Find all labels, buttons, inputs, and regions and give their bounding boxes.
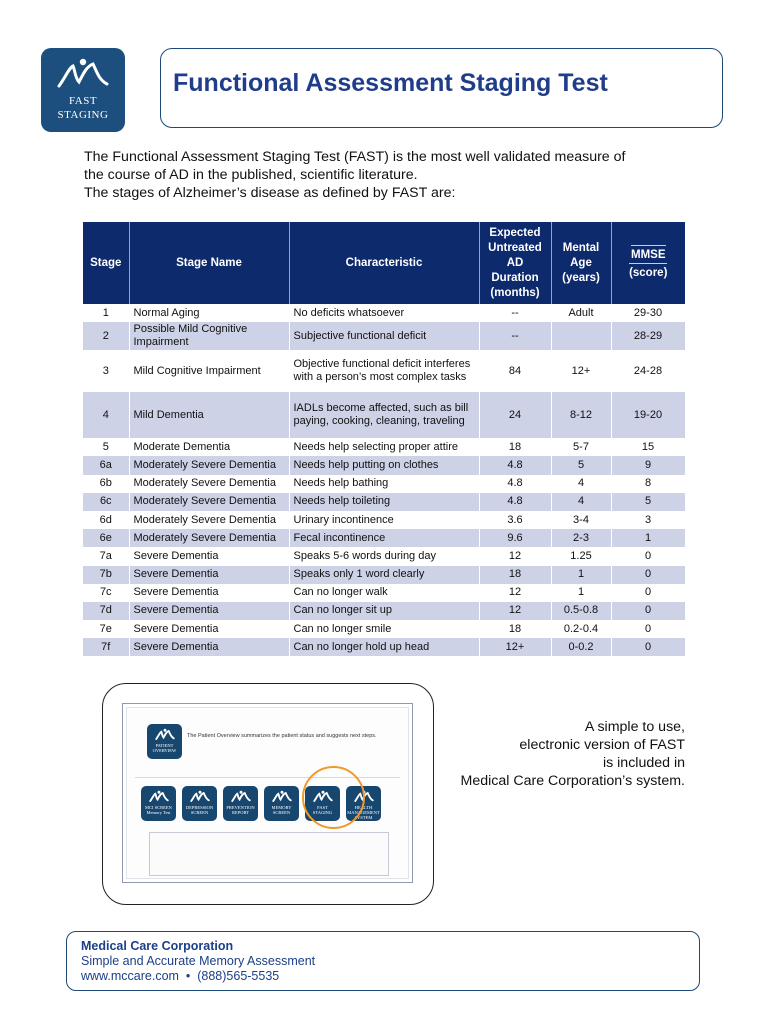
cell-duration: 9.6 [479, 529, 551, 547]
table-row [83, 620, 685, 638]
cell-mmse: 29-30 [611, 304, 685, 322]
side-caption-line-4: Medical Care Corporation’s system. [460, 773, 685, 789]
table-row [83, 304, 685, 322]
side-caption [440, 718, 685, 790]
footer-separator: • [185, 969, 191, 983]
header-mental-age: Mental Age (years) [551, 222, 611, 304]
cell-stage: 6a [83, 456, 129, 474]
cell-stage-name: Moderately Severe Dementia [129, 511, 289, 529]
cell-stage-name: Moderate Dementia [129, 438, 289, 456]
cell-characteristic: Can no longer smile [289, 620, 479, 638]
cell-stage-name: Severe Dementia [129, 566, 289, 584]
cell-duration: -- [479, 322, 551, 350]
cell-mental-age: 0-0.2 [551, 638, 611, 656]
header-duration: Expected Untreated AD Duration (months) [479, 222, 551, 304]
cell-mental-age [551, 322, 611, 350]
screenshot-content-panel [149, 832, 389, 876]
table-row [83, 392, 685, 438]
cell-duration: 84 [479, 350, 551, 392]
table-row [83, 493, 685, 511]
intro-text [84, 148, 704, 202]
highlight-circle [302, 766, 365, 829]
cell-mmse: 0 [611, 620, 685, 638]
cell-stage-name: Severe Dementia [129, 547, 289, 565]
cell-mmse: 28-29 [611, 322, 685, 350]
cell-stage-name: Moderately Severe Dementia [129, 456, 289, 474]
side-caption-line-1: A simple to use, [584, 719, 685, 735]
cell-duration: 18 [479, 620, 551, 638]
cell-mmse: 9 [611, 456, 685, 474]
cell-characteristic: Needs help bathing [289, 475, 479, 493]
cell-stage-name: Moderately Severe Dementia [129, 493, 289, 511]
table-row [83, 511, 685, 529]
side-caption-line-2: electronic version of FAST [519, 737, 685, 753]
intro-line-3: The stages of Alzheimer’s disease as defined by FAST are: [84, 185, 456, 201]
table-row [83, 350, 685, 392]
cell-stage: 4 [83, 392, 129, 438]
table-body [83, 304, 685, 656]
cell-mental-age: 5-7 [551, 438, 611, 456]
prevention-report-button[interactable]: PREVENTION REPORT [223, 786, 258, 821]
cell-duration: 24 [479, 392, 551, 438]
cell-duration: 18 [479, 438, 551, 456]
intro-line-2: the course of AD in the published, scientific literature. [84, 167, 418, 183]
cell-mmse: 24-28 [611, 350, 685, 392]
table-row [83, 547, 685, 565]
overview-description: The Patient Overview summarizes the patient status and suggests next steps. [187, 733, 377, 739]
cell-mental-age: 4 [551, 493, 611, 511]
cell-stage-name: Severe Dementia [129, 638, 289, 656]
cell-mmse: 3 [611, 511, 685, 529]
header-stage: Stage [83, 222, 129, 304]
cell-stage: 7e [83, 620, 129, 638]
cell-characteristic: Objective functional deficit interferes with a person’s most complex tasks [289, 350, 479, 392]
fast-staging-logo [41, 48, 125, 132]
cell-stage: 6c [83, 493, 129, 511]
cell-characteristic: Fecal incontinence [289, 529, 479, 547]
patient-overview-icon: PATIENT OVERVIEW [147, 724, 182, 759]
cell-stage-name: Severe Dementia [129, 620, 289, 638]
fast-stages-table [83, 222, 686, 656]
cell-duration: -- [479, 304, 551, 322]
footer-tagline: Simple and Accurate Memory Assessment [81, 954, 316, 968]
cell-duration: 18 [479, 566, 551, 584]
cell-stage: 5 [83, 438, 129, 456]
cell-stage: 7c [83, 584, 129, 602]
cell-mental-age: 0.2-0.4 [551, 620, 611, 638]
footer-phone: (888)565-5535 [197, 969, 280, 983]
cell-stage-name: Possible Mild Cognitive Impairment [129, 322, 289, 350]
cell-mental-age: Adult [551, 304, 611, 322]
footer-company: Medical Care Corporation [81, 939, 234, 953]
cell-stage: 6e [83, 529, 129, 547]
brain-swirl-icon [53, 56, 113, 94]
cell-stage: 7d [83, 602, 129, 620]
footer-box [66, 931, 700, 991]
cell-mmse: 0 [611, 638, 685, 656]
cell-stage-name: Moderately Severe Dementia [129, 529, 289, 547]
cell-stage-name: Severe Dementia [129, 602, 289, 620]
cell-characteristic: Needs help selecting proper attire [289, 438, 479, 456]
cell-duration: 4.8 [479, 475, 551, 493]
table-row [83, 602, 685, 620]
cell-stage: 7a [83, 547, 129, 565]
cell-mmse: 0 [611, 547, 685, 565]
cell-mmse: 5 [611, 493, 685, 511]
cell-duration: 12 [479, 602, 551, 620]
cell-stage-name: Severe Dementia [129, 584, 289, 602]
cell-characteristic: Can no longer walk [289, 584, 479, 602]
header-characteristic: Characteristic [289, 222, 479, 304]
cell-stage-name: Mild Dementia [129, 392, 289, 438]
table-row [83, 529, 685, 547]
cell-mmse: 0 [611, 602, 685, 620]
cell-mental-age: 1 [551, 566, 611, 584]
cell-mental-age: 0.5-0.8 [551, 602, 611, 620]
cell-characteristic: Needs help toileting [289, 493, 479, 511]
table-row [83, 566, 685, 584]
app-screenshot [122, 703, 413, 883]
table-row [83, 322, 685, 350]
table-row [83, 584, 685, 602]
cell-mmse: 15 [611, 438, 685, 456]
header-mmse: MMSE (score) [611, 222, 685, 304]
table-row [83, 638, 685, 656]
cell-duration: 12 [479, 547, 551, 565]
logo-text-staging: STAGING [57, 109, 109, 121]
page-title: Functional Assessment Staging Test [173, 69, 608, 97]
cell-mental-age: 2-3 [551, 529, 611, 547]
cell-mmse: 1 [611, 529, 685, 547]
cell-mental-age: 1 [551, 584, 611, 602]
cell-duration: 12+ [479, 638, 551, 656]
cell-characteristic: No deficits whatsoever [289, 304, 479, 322]
cell-stage: 6b [83, 475, 129, 493]
cell-mmse: 19-20 [611, 392, 685, 438]
cell-stage: 7f [83, 638, 129, 656]
mci-screen-button[interactable]: MCI SCREEN Memory Test [141, 786, 176, 821]
cell-duration: 12 [479, 584, 551, 602]
cell-characteristic: Needs help putting on clothes [289, 456, 479, 474]
logo-text-fast: FAST [68, 95, 98, 107]
footer-contact [81, 969, 279, 983]
cell-characteristic: Speaks only 1 word clearly [289, 566, 479, 584]
footer-website-link[interactable]: www.mccare.com [81, 969, 179, 983]
cell-mental-age: 4 [551, 475, 611, 493]
cell-characteristic: Speaks 5-6 words during day [289, 547, 479, 565]
cell-duration: 3.6 [479, 511, 551, 529]
table-row [83, 475, 685, 493]
memory-screen-button[interactable]: MEMORY SCREEN [264, 786, 299, 821]
cell-mental-age: 3-4 [551, 511, 611, 529]
cell-stage: 6d [83, 511, 129, 529]
table-row [83, 438, 685, 456]
cell-duration: 4.8 [479, 456, 551, 474]
side-caption-line-3: is included in [602, 755, 685, 771]
cell-stage: 1 [83, 304, 129, 322]
cell-mental-age: 12+ [551, 350, 611, 392]
depression-screen-button[interactable]: DEPRESSION SCREEN [182, 786, 217, 821]
table-header-row [83, 222, 685, 304]
cell-stage-name: Mild Cognitive Impairment [129, 350, 289, 392]
cell-duration: 4.8 [479, 493, 551, 511]
cell-mental-age: 1.25 [551, 547, 611, 565]
cell-mmse: 8 [611, 475, 685, 493]
cell-characteristic: Urinary incontinence [289, 511, 479, 529]
cell-mmse: 0 [611, 566, 685, 584]
cell-stage: 7b [83, 566, 129, 584]
table-row [83, 456, 685, 474]
cell-stage-name: Normal Aging [129, 304, 289, 322]
fast-staging-button[interactable]: FAST STAGING [305, 786, 340, 821]
cell-stage: 3 [83, 350, 129, 392]
cell-characteristic: Can no longer hold up head [289, 638, 479, 656]
cell-characteristic: Can no longer sit up [289, 602, 479, 620]
cell-mmse: 0 [611, 584, 685, 602]
cell-stage-name: Moderately Severe Dementia [129, 475, 289, 493]
cell-characteristic: Subjective functional deficit [289, 322, 479, 350]
cell-mental-age: 8-12 [551, 392, 611, 438]
title-box [160, 48, 723, 128]
cell-stage: 2 [83, 322, 129, 350]
header-stage-name: Stage Name [129, 222, 289, 304]
intro-line-1: The Functional Assessment Staging Test (FAST) is the most well validated measure of [84, 149, 626, 165]
health-management-button[interactable]: HEALTH MANAGEMENT SYSTEM [346, 786, 381, 821]
cell-mental-age: 5 [551, 456, 611, 474]
cell-characteristic: IADLs become affected, such as bill paying, cooking, cleaning, traveling [289, 392, 479, 438]
